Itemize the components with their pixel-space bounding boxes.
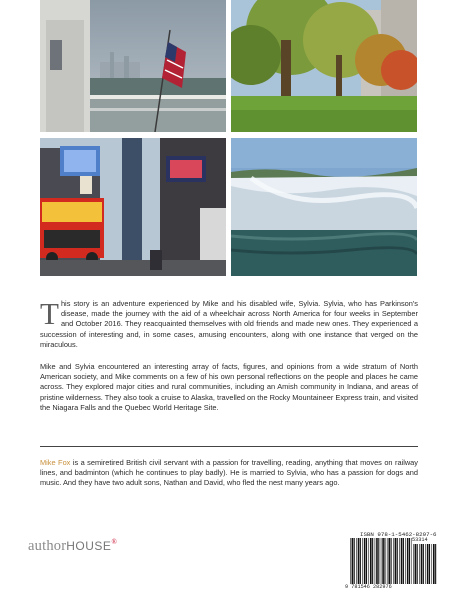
barcode-bar bbox=[429, 544, 430, 584]
logo-house: HOUSE bbox=[66, 539, 112, 553]
barcode-bar bbox=[381, 538, 382, 584]
isbn-label: ISBN 978-1-5462-8297-6 bbox=[360, 531, 437, 538]
barcode-bar bbox=[375, 538, 376, 584]
barcode-bar bbox=[409, 538, 410, 584]
barcode-bar bbox=[384, 538, 385, 584]
divider-rule bbox=[40, 446, 418, 447]
blurb-paragraph-1-text: his story is an adventure experienced by Mike and his disabled wife, Sylvia. Sylvia, who has Parkinson's disease, made the journey with the aid of a wheelchair across North America for four weeks in September and October 2016. They reacquainted themselves with old friends and made new ones. They experienced a succession of interesting and, in some cases, amusing encounters, along with one instance that verged on the miraculous. bbox=[40, 299, 418, 349]
author-bio-text: is a semiretired British civil servant with a passion for travelling, reading, anything that moves on railway lines, and badminton (which he continues to play badly). He is married to Sylvia, who has a passion for dogs and music. And they have two adult sons, Nathan and David, who fled the nest many years ago. bbox=[40, 458, 418, 488]
barcode-bar bbox=[378, 538, 379, 584]
publisher-logo bbox=[28, 538, 117, 555]
niagara-falls-photo bbox=[231, 138, 417, 276]
barcode-digits: 9 781546 282976 bbox=[345, 584, 392, 590]
barcode-bar bbox=[431, 544, 432, 584]
barcode-bar bbox=[360, 538, 361, 584]
barcode-bar bbox=[417, 544, 418, 584]
barcode-bar bbox=[435, 544, 436, 584]
barcode-bar bbox=[356, 538, 357, 584]
barcode-bar bbox=[412, 538, 413, 584]
barcode-bar bbox=[366, 538, 367, 584]
logo-registered-mark: ® bbox=[111, 538, 117, 547]
supplement-digits: 53314 bbox=[412, 537, 428, 543]
blurb-paragraph-1 bbox=[40, 296, 418, 350]
barcode-bar bbox=[376, 538, 378, 584]
drop-cap: T bbox=[40, 296, 59, 331]
barcode-bar bbox=[391, 538, 392, 584]
park-photo bbox=[231, 0, 417, 132]
barcode-bar bbox=[350, 538, 351, 584]
barcode-bar bbox=[419, 544, 420, 584]
barcode-bar bbox=[362, 538, 363, 584]
barcode-bar bbox=[368, 538, 369, 584]
barcode-bar bbox=[427, 544, 429, 584]
barcode-bar bbox=[401, 538, 403, 584]
logo-author: author bbox=[28, 538, 67, 554]
barcode-bar bbox=[403, 538, 404, 584]
barcode-bar bbox=[354, 538, 355, 584]
city-street-photo bbox=[40, 138, 226, 276]
author-bio bbox=[40, 458, 418, 489]
barcode bbox=[350, 538, 412, 584]
barcode-bar bbox=[425, 544, 426, 584]
barcode-bar bbox=[413, 544, 414, 584]
barcode-bar bbox=[388, 538, 390, 584]
barcode-bar bbox=[387, 538, 388, 584]
barcode-bar bbox=[370, 538, 372, 584]
barcode-bar bbox=[358, 538, 360, 584]
barcode-bar bbox=[382, 538, 384, 584]
barcode-bar bbox=[415, 544, 417, 584]
supplement-barcode bbox=[413, 544, 437, 584]
barcode-bar bbox=[421, 544, 423, 584]
author-name: Mike Fox bbox=[40, 458, 71, 467]
barcode-bar bbox=[352, 538, 354, 584]
barcode-bar bbox=[393, 538, 394, 584]
blurb-paragraph-2: Mike and Sylvia encountered an interesting array of facts, figures, and opinions from a wide stratum of North American society, and Mike comments on a few of his own personal reflections on the people and places he came across. They explored major cities and rural communities, including an Amish community in Indiana, and areas of pristine wilderness. They also took a cruise to Alaska, travelled on the Rocky Mountaineer Express train, and visited the Niagara Falls and the Quebec World Heritage Site. bbox=[40, 362, 418, 412]
ship-flag-photo bbox=[40, 0, 226, 132]
barcode-bar bbox=[405, 538, 406, 584]
barcode-bar bbox=[395, 538, 397, 584]
barcode-bar bbox=[372, 538, 373, 584]
barcode-bar bbox=[364, 538, 366, 584]
barcode-bar bbox=[433, 544, 435, 584]
barcode-bar bbox=[399, 538, 400, 584]
barcode-bar bbox=[423, 544, 424, 584]
barcode-bar bbox=[397, 538, 398, 584]
barcode-bar bbox=[407, 538, 409, 584]
